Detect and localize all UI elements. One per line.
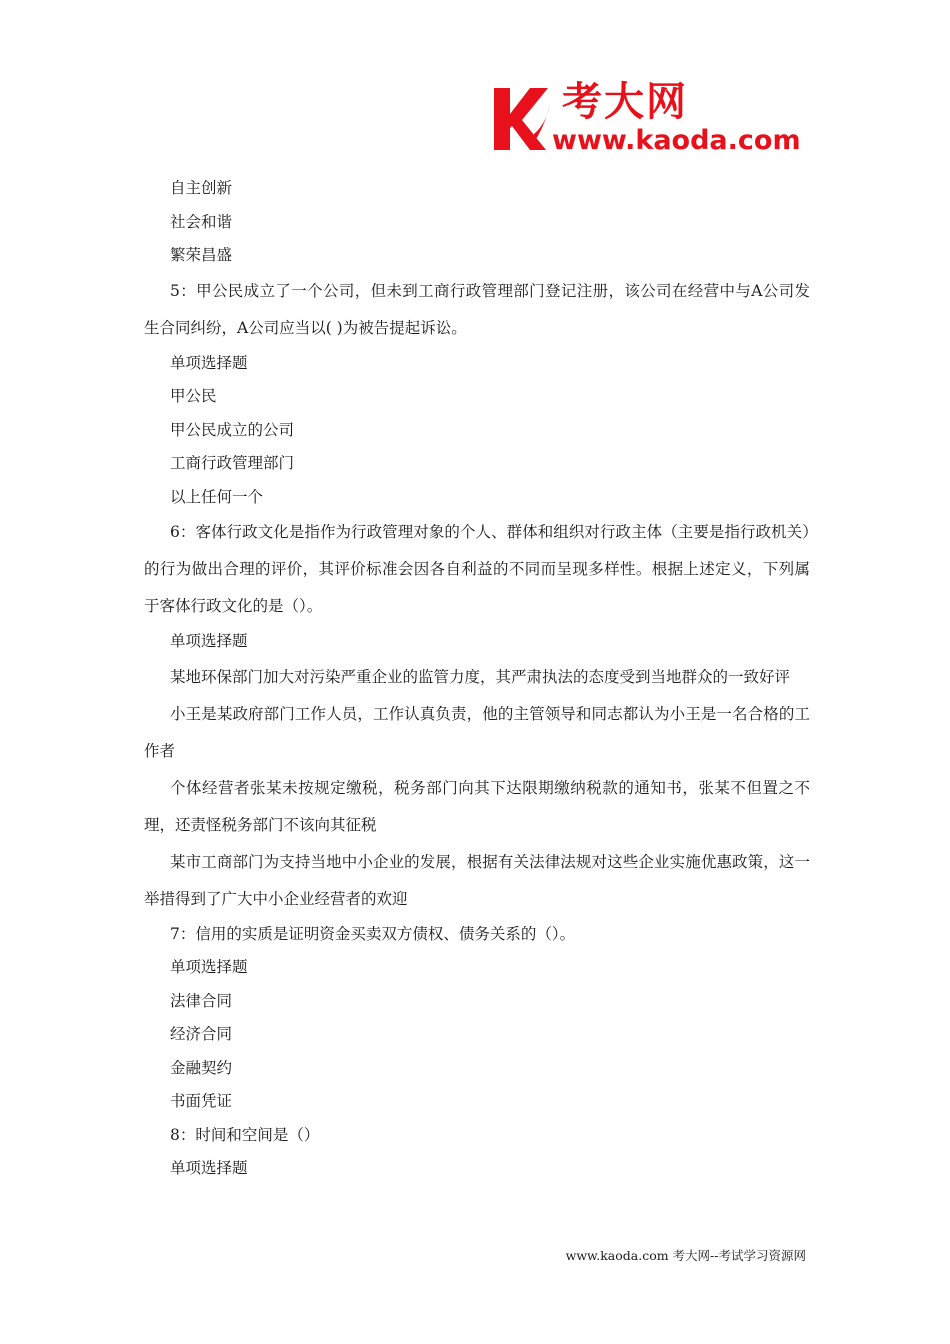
logo-name-cn: 考大网 — [562, 79, 688, 125]
option-line: 工商行政管理部门 — [170, 454, 295, 472]
question-text: 7：信用的实质是证明资金买卖双方债权、债务关系的（）。 — [170, 924, 576, 943]
k-logo-icon — [490, 84, 552, 154]
kaoda-logo — [490, 80, 810, 160]
page-footer: www.kaoda.com 考大网--考试学习资源网 — [565, 1248, 806, 1263]
question-text: 8：时间和空间是（） — [170, 1125, 320, 1144]
option-paragraph: 个体经营者张某未按规定缴税，税务部门向其下达限期缴纳税款的通知书，张某不但置之不理，还责怪税务部门不该向其征税 — [144, 778, 810, 834]
option-line: 社会和谐 — [170, 212, 233, 231]
option-line: 经济合同 — [170, 1025, 233, 1043]
option-paragraph: 某地环保部门加大对污染严重企业的监管力度，其严肃执法的态度受到当地群众的一致好评 — [170, 667, 791, 686]
question-type: 单项选择题 — [170, 958, 248, 976]
option-line: 自主创新 — [170, 179, 233, 197]
question-type: 单项选择题 — [170, 353, 248, 372]
logo-url: www.kaoda.com — [552, 125, 801, 156]
option-line: 法律合同 — [170, 991, 233, 1010]
question-type: 单项选择题 — [170, 632, 248, 650]
option-line: 繁荣昌盛 — [170, 246, 233, 264]
option-line: 以上任何一个 — [170, 487, 264, 506]
question-type: 单项选择题 — [170, 1159, 248, 1177]
option-paragraph: 某市工商部门为支持当地中小企业的发展，根据有关法律法规对这些企业实施优惠政策，这一举措得到了广大中小企业经营者的欢迎 — [144, 852, 810, 908]
option-line: 甲公民 — [170, 387, 217, 405]
question-text: 6：客体行政文化是指作为行政管理对象的个人、群体和组织对行政主体（主要是指行政机关）的行为做出合理的评价，其评价标准会因各自利益的不同而呈现多样性。根据上述定义，下列属于客体行政文化的是（）。 — [144, 523, 810, 615]
option-line: 金融契约 — [170, 1058, 233, 1077]
question-text: 5：甲公民成立了一个公司，但未到工商行政管理部门登记注册，该公司在经营中与A公司发生合同纠纷，A公司应当以( )为被告提起诉讼。 — [144, 281, 810, 337]
document-body — [144, 172, 810, 1186]
option-line: 甲公民成立的公司 — [170, 420, 295, 439]
option-paragraph: 小王是某政府部门工作人员，工作认真负责，他的主管领导和同志都认为小王是一名合格的工作者 — [144, 704, 810, 760]
option-line: 书面凭证 — [170, 1092, 233, 1110]
